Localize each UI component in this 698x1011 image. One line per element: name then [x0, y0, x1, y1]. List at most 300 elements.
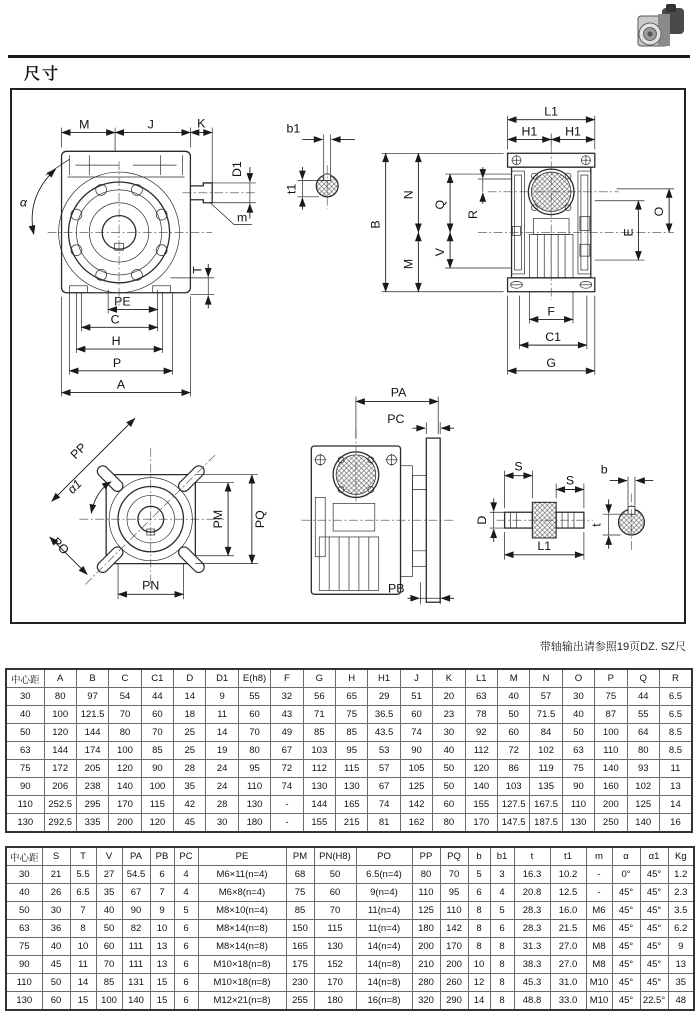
table-cell: 280 [412, 974, 440, 992]
table-cell: 172 [44, 760, 76, 778]
table-cell: 74 [400, 724, 432, 742]
dim-label-PC: PC [387, 412, 405, 427]
table-row [6, 706, 692, 724]
column-header: PB [150, 847, 174, 866]
table-cell: 70 [238, 724, 270, 742]
table-cell: 170 [109, 796, 141, 814]
table-cell: 95 [440, 884, 468, 902]
table-cell: 180 [314, 992, 356, 1011]
table-cell: 140 [465, 778, 497, 796]
table-cell: - [271, 814, 303, 833]
table-cell: 130 [562, 814, 594, 833]
table-cell: 7 [150, 884, 174, 902]
table-cell: 180 [412, 920, 440, 938]
dim-label-PB: PB [387, 581, 405, 596]
table-cell: 11(n=4) [356, 920, 412, 938]
column-header: α [612, 847, 640, 866]
table-cell: 24 [206, 760, 238, 778]
table-cell: 8 [468, 902, 490, 920]
dim-label-C1: C1 [545, 330, 562, 345]
dim-label-PO: PO [49, 534, 72, 558]
table-cell: 175 [286, 956, 314, 974]
table-cell: 6 [174, 920, 198, 938]
table-cell: 130 [6, 992, 42, 1011]
table-cell: 140 [627, 814, 659, 833]
table-cell: 20.8 [514, 884, 550, 902]
dim-label-b: b [600, 462, 608, 477]
table-cell: 6 [174, 938, 198, 956]
table-cell: 95 [336, 742, 368, 760]
table-cell: M6 [586, 902, 612, 920]
table-cell: 125 [400, 778, 432, 796]
table-cell: 215 [336, 814, 368, 833]
output-flange-drawing [49, 418, 267, 599]
table-cell: 30 [6, 866, 42, 884]
table-cell: 115 [314, 920, 356, 938]
table-cell: 81 [368, 814, 400, 833]
column-header: J [400, 669, 432, 688]
table-cell: 142 [440, 920, 468, 938]
table-cell: 50 [96, 920, 122, 938]
column-header: S [42, 847, 70, 866]
column-header: α1 [640, 847, 668, 866]
table-cell: M6×11(n=4) [198, 866, 286, 884]
table-cell: 14 [468, 992, 490, 1011]
table-cell: 22.5° [640, 992, 668, 1011]
table-cell: 14(n=4) [356, 938, 412, 956]
table-cell: 5 [174, 902, 198, 920]
table-cell: 90 [122, 902, 150, 920]
table-cell: 119 [530, 760, 562, 778]
dim-label-M: M [79, 117, 90, 132]
table-cell: 80 [238, 742, 270, 760]
table-cell: M10×18(n=8) [198, 974, 286, 992]
column-header: PA [122, 847, 150, 866]
table-cell: 63 [562, 742, 594, 760]
table-cell: 9(n=4) [356, 884, 412, 902]
table-cell: 13 [150, 938, 174, 956]
table-cell: 121.5 [76, 706, 108, 724]
table-row [6, 688, 692, 706]
dim-label-m: m [236, 210, 248, 225]
table-cell: 210 [412, 956, 440, 974]
table-cell: 120 [109, 760, 141, 778]
table-cell: 49 [271, 724, 303, 742]
table-cell: 15 [70, 992, 96, 1011]
dim-label-M2: M [401, 258, 416, 270]
table-cell: 8.5 [659, 724, 692, 742]
table-cell: 35 [174, 778, 206, 796]
table-cell: 11 [206, 706, 238, 724]
table-cell: 120 [465, 760, 497, 778]
column-header: PO [356, 847, 412, 866]
table-cell: 95 [238, 760, 270, 778]
table-cell: 67 [271, 742, 303, 760]
table-cell: 25 [174, 724, 206, 742]
dim-label-Q: Q [433, 199, 448, 210]
table-cell: 140 [595, 760, 627, 778]
table-cell: 8 [490, 956, 514, 974]
dim-label-S2: S [565, 473, 575, 488]
dimension-drawings [12, 90, 684, 622]
column-header: F [271, 669, 303, 688]
table-cell: 36 [42, 920, 70, 938]
table-cell: 4 [174, 866, 198, 884]
table-cell: 74 [368, 796, 400, 814]
table-cell: 140 [122, 992, 150, 1011]
table-cell: 8 [468, 920, 490, 938]
table-cell: 10.2 [550, 866, 586, 884]
table-cell: 115 [336, 760, 368, 778]
column-header: PN(H8) [314, 847, 356, 866]
table-cell: 9 [668, 938, 694, 956]
table-cell: 28 [206, 796, 238, 814]
table-cell: 13 [659, 778, 692, 796]
table-cell: 180 [238, 814, 270, 833]
table-cell: 84 [530, 724, 562, 742]
table-cell: 50 [6, 724, 44, 742]
table-cell: 187.5 [530, 814, 562, 833]
column-header: Kg [668, 847, 694, 866]
column-header: 中心距 [6, 669, 44, 688]
table-cell: 110 [440, 902, 468, 920]
table-cell: 144 [303, 796, 335, 814]
table-cell: 19 [206, 742, 238, 760]
table-cell: 75 [6, 938, 42, 956]
table-cell: 5 [468, 866, 490, 884]
table-cell: 15 [150, 974, 174, 992]
column-header: C [109, 669, 141, 688]
table-cell: 85 [96, 974, 122, 992]
table-cell: 21 [42, 866, 70, 884]
table-cell: 3.5 [668, 902, 694, 920]
table-cell: 45.3 [514, 974, 550, 992]
table-cell: 6 [150, 866, 174, 884]
table-cell: 230 [286, 974, 314, 992]
table-row [6, 724, 692, 742]
table-cell: 110 [412, 884, 440, 902]
table-cell: 51 [400, 688, 432, 706]
table-cell: 5.5 [70, 866, 96, 884]
table-cell: 32 [271, 688, 303, 706]
table-cell: 200 [595, 796, 627, 814]
dim-label-D1: D1 [229, 161, 244, 178]
column-header: t1 [550, 847, 586, 866]
column-header: PP [412, 847, 440, 866]
table-cell: 14(n=8) [356, 974, 412, 992]
table-cell: 45° [612, 884, 640, 902]
column-header: D1 [206, 669, 238, 688]
table-cell: 86 [497, 760, 529, 778]
dim-label-PE: PE [114, 294, 131, 309]
table-cell: 75 [286, 884, 314, 902]
table-cell: 127.5 [497, 796, 529, 814]
table-cell: 252.5 [44, 796, 76, 814]
dim-label-A: A [116, 377, 126, 392]
output-key-detail-drawing [590, 463, 654, 551]
table-row [6, 760, 692, 778]
table-cell: 70 [96, 956, 122, 974]
table-cell: 36.5 [368, 706, 400, 724]
table-cell: 45° [640, 938, 668, 956]
table-cell: 31.3 [514, 938, 550, 956]
table-cell: 167.5 [530, 796, 562, 814]
table-cell: 90 [6, 778, 44, 796]
table-cell: 50 [314, 866, 356, 884]
table-cell: 55 [238, 688, 270, 706]
table-cell: 144 [44, 742, 76, 760]
table-cell: 90 [400, 742, 432, 760]
table-cell: 8 [490, 974, 514, 992]
table-cell: 45° [612, 956, 640, 974]
table-cell: 29 [368, 688, 400, 706]
table-cell: 30 [433, 724, 465, 742]
table-cell: M12×21(n=8) [198, 992, 286, 1011]
table-cell: 97 [76, 688, 108, 706]
table-cell: 60 [141, 706, 173, 724]
table-cell: 75 [595, 688, 627, 706]
table-cell: 42 [174, 796, 206, 814]
table-cell: 174 [76, 742, 108, 760]
table-cell: 14(n=8) [356, 956, 412, 974]
table-cell: 30 [6, 688, 44, 706]
table-cell: 45° [640, 884, 668, 902]
reference-note: 带轴输出请参照19页DZ. SZ尺 [539, 641, 686, 653]
dim-label-R: R [465, 210, 480, 220]
table-row [6, 920, 694, 938]
table-cell: 27.0 [550, 956, 586, 974]
table-cell: 335 [76, 814, 108, 833]
table-cell: 8 [490, 992, 514, 1011]
table-cell: 50 [497, 706, 529, 724]
column-header: E(h8) [238, 669, 270, 688]
table-cell: 87 [595, 706, 627, 724]
table-cell: 40 [96, 902, 122, 920]
table-cell: 100 [595, 724, 627, 742]
table-cell: 3 [490, 866, 514, 884]
table-cell: 102 [530, 742, 562, 760]
table-cell: 6 [468, 884, 490, 902]
table-cell: 16.0 [550, 902, 586, 920]
table-cell: 130 [336, 778, 368, 796]
table-cell: 75 [6, 760, 44, 778]
table-cell: 130 [6, 814, 44, 833]
table-cell: 170 [465, 814, 497, 833]
dim-label-L1: L1 [544, 104, 559, 119]
table-row [6, 866, 694, 884]
table-cell: 31.0 [550, 974, 586, 992]
table-cell: M8×10(n=4) [198, 902, 286, 920]
table-cell: 65 [336, 688, 368, 706]
table-cell: 50 [562, 724, 594, 742]
table-cell: 50 [42, 974, 70, 992]
table-cell: 16 [659, 814, 692, 833]
table-cell: 30 [562, 688, 594, 706]
table-row [6, 938, 694, 956]
table-cell: 7 [70, 902, 96, 920]
table-cell: 4 [490, 884, 514, 902]
table-row [6, 956, 694, 974]
table-cell: 14 [206, 724, 238, 742]
dim-label-t: t [589, 523, 604, 527]
table-cell: 80 [109, 724, 141, 742]
column-header: b [468, 847, 490, 866]
table-cell: 80 [44, 688, 76, 706]
table-cell: 90 [6, 956, 42, 974]
table-cell: 85 [303, 724, 335, 742]
table-cell: 155 [303, 814, 335, 833]
table-cell: 45° [640, 956, 668, 974]
table-cell: 11 [659, 760, 692, 778]
table-cell: 260 [440, 974, 468, 992]
table-cell: 147.5 [497, 814, 529, 833]
table-cell: 142 [400, 796, 432, 814]
table-cell: 160 [595, 778, 627, 796]
header-rule [8, 55, 690, 58]
table-cell: 112 [303, 760, 335, 778]
table-cell: 27.0 [550, 938, 586, 956]
dim-label-PM: PM [211, 509, 226, 529]
dim-label-K: K [197, 116, 206, 131]
table-cell: 125 [627, 796, 659, 814]
table-row [6, 796, 692, 814]
column-header: B [76, 669, 108, 688]
table-row [6, 778, 692, 796]
column-header: R [659, 669, 692, 688]
table-cell: 24 [206, 778, 238, 796]
table-cell: 206 [44, 778, 76, 796]
table-cell: 68 [286, 866, 314, 884]
table-cell: 110 [562, 796, 594, 814]
table-cell: 40 [6, 884, 42, 902]
table-cell: M8×14(n=8) [198, 920, 286, 938]
table-cell: 40 [562, 706, 594, 724]
column-header: V [96, 847, 122, 866]
front-view-drawing [20, 117, 256, 397]
table-cell: 295 [76, 796, 108, 814]
table-cell: M8×14(n=8) [198, 938, 286, 956]
table-cell: 38.3 [514, 956, 550, 974]
column-header: H [336, 669, 368, 688]
table-cell: 93 [627, 760, 659, 778]
table-cell: 130 [238, 796, 270, 814]
table-cell: 131 [122, 974, 150, 992]
table-cell: 200 [440, 956, 468, 974]
dim-label-H: H [111, 334, 121, 349]
table-cell: 165 [336, 796, 368, 814]
table-cell: 60 [497, 724, 529, 742]
table-cell: 15 [150, 992, 174, 1011]
table-cell: 26 [42, 884, 70, 902]
table-cell: 45° [612, 974, 640, 992]
table-cell: 16(n=8) [356, 992, 412, 1011]
table-cell: 155 [465, 796, 497, 814]
mounting-dimensions-table [5, 846, 695, 1011]
table-cell: 92 [465, 724, 497, 742]
table-cell: 1.2 [668, 866, 694, 884]
table-cell: 8 [70, 920, 96, 938]
table-cell: 115 [141, 796, 173, 814]
dim-label-C: C [110, 312, 120, 327]
table-cell: 57 [368, 760, 400, 778]
table-cell: 250 [595, 814, 627, 833]
table-cell: M6 [586, 920, 612, 938]
table-cell: 48.8 [514, 992, 550, 1011]
table-cell: 60 [433, 796, 465, 814]
column-header: T [70, 847, 96, 866]
table-cell: 12.5 [550, 884, 586, 902]
column-header: C1 [141, 669, 173, 688]
dim-label-alpha1: α1 [64, 476, 85, 497]
dim-label-PQ: PQ [252, 510, 267, 529]
table-cell: 140 [109, 778, 141, 796]
table-cell: 60 [400, 706, 432, 724]
dim-label-PA: PA [390, 385, 407, 400]
dim-label-V: V [433, 248, 448, 257]
table-cell: 30 [42, 902, 70, 920]
input-key-detail-drawing [284, 122, 354, 210]
table-cell: 200 [412, 938, 440, 956]
table-cell: 72 [271, 760, 303, 778]
table-cell: M8 [586, 938, 612, 956]
table-cell: 78 [465, 706, 497, 724]
dim-label-N: N [401, 190, 416, 200]
table-cell: 100 [109, 742, 141, 760]
column-header: m [586, 847, 612, 866]
table-cell: 60 [238, 706, 270, 724]
table-cell: 100 [96, 992, 122, 1011]
table-cell: 111 [122, 956, 150, 974]
table-cell: 103 [497, 778, 529, 796]
table-cell: 43 [271, 706, 303, 724]
table-cell: 60 [42, 992, 70, 1011]
table-cell: 85 [141, 742, 173, 760]
table-cell: 125 [412, 902, 440, 920]
table-cell: 103 [303, 742, 335, 760]
table-cell: 6.5 [70, 884, 96, 902]
table-cell: 290 [440, 992, 468, 1011]
table-cell: 112 [465, 742, 497, 760]
table-cell: 82 [122, 920, 150, 938]
table-cell: 75 [336, 706, 368, 724]
table-cell: 10 [468, 956, 490, 974]
table-cell: 100 [141, 778, 173, 796]
table-row [6, 992, 694, 1011]
table-cell: 90 [562, 778, 594, 796]
table-row [6, 902, 694, 920]
table-cell: 71.5 [530, 706, 562, 724]
table-cell: 105 [400, 760, 432, 778]
table-cell: 71 [303, 706, 335, 724]
table-cell: 110 [238, 778, 270, 796]
table-cell: 6.2 [668, 920, 694, 938]
table-cell: 170 [314, 974, 356, 992]
table-cell: 54 [109, 688, 141, 706]
table-cell: M10 [586, 974, 612, 992]
column-header: t [514, 847, 550, 866]
table-cell: 60 [96, 938, 122, 956]
table-row [6, 742, 692, 760]
table-cell: 152 [314, 956, 356, 974]
table-cell: 2.3 [668, 884, 694, 902]
table-cell: 80 [412, 866, 440, 884]
table-cell: 40 [42, 938, 70, 956]
dim-label-L1b: L1 [537, 538, 552, 553]
table-cell: 27 [96, 866, 122, 884]
table-cell: 6.5(n=4) [356, 866, 412, 884]
table-row [6, 884, 694, 902]
table-cell: 100 [44, 706, 76, 724]
